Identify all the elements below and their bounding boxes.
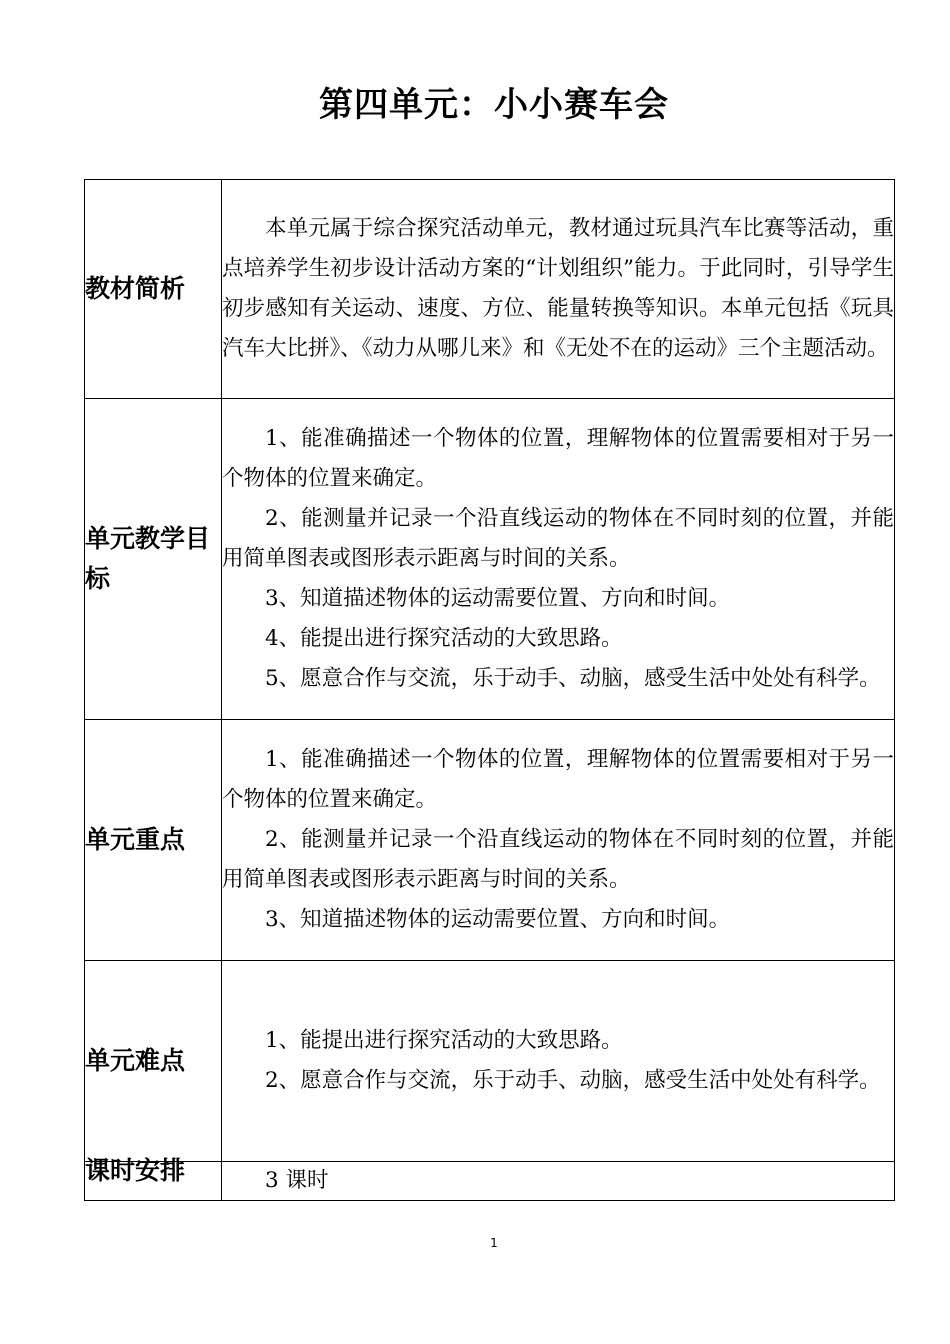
paragraph: 3 课时 bbox=[265, 1168, 329, 1193]
table-row-difficulties bbox=[85, 961, 895, 1162]
row-label-schedule bbox=[85, 1156, 222, 1201]
paragraph: 本单元属于综合探究活动单元，教材通过玩具汽车比赛等活动，重点培养学生初步设计活动方案的“计划组织”能力。于此同时，引导学生初步感知有关运动、速度、方位、能量转换等知识。本单元包括《玩具汽车大比拼》、《动力从哪儿来》和《无处不在的运动》三个主题活动。 bbox=[222, 216, 894, 361]
paragraph: 5、愿意合作与交流，乐于动手、动脑，感受生活中处处有科学。 bbox=[265, 666, 881, 691]
row-label-teaching-goals: 单元教学目标 bbox=[85, 399, 222, 720]
paragraph: 1、能提出进行探究活动的大致思路。 bbox=[265, 1028, 623, 1053]
paragraph: 3、知道描述物体的运动需要位置、方向和时间。 bbox=[265, 907, 731, 932]
paragraph: 1、能准确描述一个物体的位置，理解物体的位置需要相对于另一个物体的位置来确定。 bbox=[222, 426, 894, 491]
table-row-textbook-analysis bbox=[85, 180, 895, 399]
paragraph: 2、能测量并记录一个沿直线运动的物体在不同时刻的位置，并能用简单图表或图形表示距离与时间的关系。 bbox=[222, 506, 894, 571]
row-label-schedule-text: 课时安排 bbox=[85, 1156, 186, 1185]
paragraph: 1、能准确描述一个物体的位置，理解物体的位置需要相对于另一个物体的位置来确定。 bbox=[222, 747, 894, 812]
row-label-key-points: 单元重点 bbox=[85, 720, 222, 961]
table-row-schedule bbox=[85, 1162, 895, 1201]
paragraph: 2、愿意合作与交流，乐于动手、动脑，感受生活中处处有科学。 bbox=[265, 1068, 881, 1093]
document-title: 第四单元：小小赛车会 bbox=[319, 85, 669, 125]
row-content-textbook-analysis bbox=[222, 180, 895, 399]
table-row-teaching-goals bbox=[85, 399, 895, 720]
table-row-key-points bbox=[85, 720, 895, 961]
paragraph: 2、能测量并记录一个沿直线运动的物体在不同时刻的位置，并能用简单图表或图形表示距离与时间的关系。 bbox=[222, 827, 894, 892]
paragraph: 3、知道描述物体的运动需要位置、方向和时间。 bbox=[265, 586, 731, 611]
row-label-difficulties: 单元难点 bbox=[85, 961, 222, 1162]
row-content-schedule bbox=[222, 1162, 895, 1201]
row-label-textbook-analysis: 教材简析 bbox=[85, 180, 222, 399]
row-content-key-points bbox=[222, 720, 895, 961]
row-content-difficulties bbox=[222, 961, 895, 1162]
paragraph: 4、能提出进行探究活动的大致思路。 bbox=[265, 626, 623, 651]
page-number: 1 bbox=[490, 1236, 498, 1250]
row-content-teaching-goals bbox=[222, 399, 895, 720]
lesson-plan-table bbox=[84, 179, 895, 1201]
